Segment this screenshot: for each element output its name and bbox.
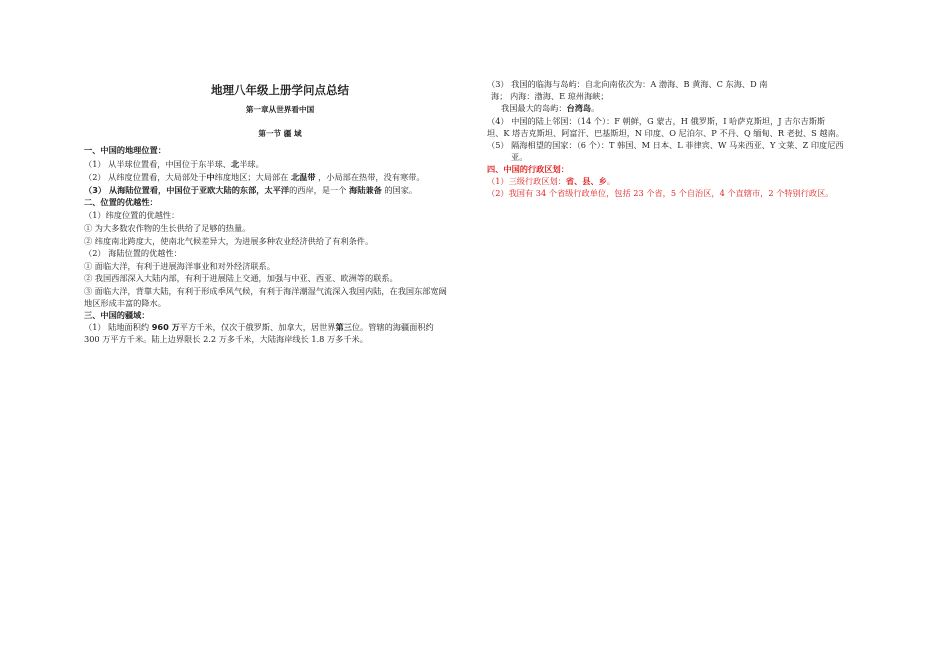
paragraph [84, 322, 434, 334]
paragraph: 300 万平方千米。陆上边界限长 2.2 万多千米，大陆海岸线长 1.8 万多千米。 [84, 334, 368, 344]
text: 。 [606, 176, 616, 186]
emphasis: 海陆兼备 [349, 185, 382, 195]
paragraph: ① 面临大洋，有利于进展海洋事业和对外经济联系。 [84, 261, 275, 271]
chapter-heading: 第一章从世界看中国 [245, 105, 315, 114]
text: 的国家。 [381, 185, 418, 195]
text: （1）三级行政区划： [487, 176, 566, 186]
section-heading: 第一节 疆 域 [258, 129, 302, 138]
paragraph: 海； 内海：渤海、E 琼州海峡； [491, 91, 609, 101]
text: 半球。 [239, 159, 264, 169]
emphasis: 太平洋 [264, 185, 290, 195]
emphasis: 中 [206, 172, 215, 182]
text: （1） 陆地面积约 [84, 322, 152, 332]
paragraph: （4） 中国的陆上邻国：（14 个）：F 朝鲜，G 蒙古，H 俄罗斯，I 哈萨克斯坦，J 吉尔吉斯斯 [487, 116, 826, 126]
paragraph [501, 103, 599, 115]
paragraph: ③ 面临大洋，背靠大陆，有利于形成季风气候，有利于海洋潮湿气流深入我国内陆，在我国东部宽阔 [84, 286, 447, 296]
paragraph: ② 纬度南北跨度大，使南北气候差异大，为进展多种农业经济供给了有利条件。 [84, 236, 374, 246]
emphasis: 北 [231, 159, 240, 169]
text: 纬度地区；大局部在 [214, 172, 291, 182]
heading-territory: 三、中国的疆域： [84, 310, 150, 320]
heading-advantage: 二、位置的优越性： [84, 197, 158, 207]
paragraph: （3） 我国的临海与岛屿：自北向南依次为：A 渤海、B 黄海、C 东海、D 南 [487, 79, 768, 89]
paragraph: 地区形成丰富的降水。 [84, 298, 166, 308]
paragraph: 坦、K 塔吉克斯坦、阿富汗、巴基斯坦，N 印度、O 尼泊尔、P 不丹、Q 缅甸、R 老挝、S 越南。 [487, 128, 844, 138]
text: ，小局部在热带，没有寒带。 [315, 172, 425, 182]
paragraph: ② 我国西部深入大陆内部，有利于进展陆上交通，加强与中亚、西亚、欧洲等的联系。 [84, 273, 398, 283]
paragraph [487, 176, 615, 188]
emphasis: 北温带 [290, 172, 316, 182]
text: 的西岸，是一个 [289, 185, 349, 195]
paragraph: ① 为大多数农作物的生长供给了足够的热量。 [84, 223, 251, 233]
heading-administrative: 四、中国的行政区划： [487, 164, 569, 174]
emphasis: 960 万 [151, 322, 180, 332]
text: 平方千米，仅次于俄罗斯、加拿大，居世界 [179, 322, 336, 332]
page-title: 地理八年级上册学问点总结 [211, 83, 349, 97]
paragraph [84, 172, 425, 184]
text: （1） 从半球位置看，中国位于东半球、 [84, 159, 231, 169]
text: （3） 从海陆位置看，中国位于亚欧大陆的东部， [84, 185, 265, 195]
text: （2） 从纬度位置看，大局部处于 [84, 172, 207, 182]
text: 位。管辖的海疆面积约 [351, 322, 434, 332]
emphasis: 台湾岛 [566, 103, 592, 113]
emphasis: 省、县、乡 [565, 176, 607, 186]
paragraph: 亚。 [511, 152, 528, 162]
heading-location: 一、中国的地理位置： [84, 145, 166, 155]
paragraph: （1）纬度位置的优越性： [84, 210, 180, 220]
paragraph [84, 185, 417, 197]
paragraph: （5） 隔海相望的国家：（6 个）：T 韩国、M 日本、L 菲律宾、W 马来西亚、Y 文莱、Z 印度尼西 [487, 140, 844, 150]
text: 我国最大的岛屿： [501, 103, 567, 113]
paragraph: （2） 海陆位置的优越性： [84, 248, 182, 258]
paragraph [84, 159, 264, 171]
emphasis: 第三 [335, 322, 352, 332]
paragraph: （2）我国有 34 个省级行政单位，包括 23 个省，5 个自治区，4 个直辖市，2 个特别行政区。 [487, 188, 834, 198]
text: 。 [591, 103, 600, 113]
